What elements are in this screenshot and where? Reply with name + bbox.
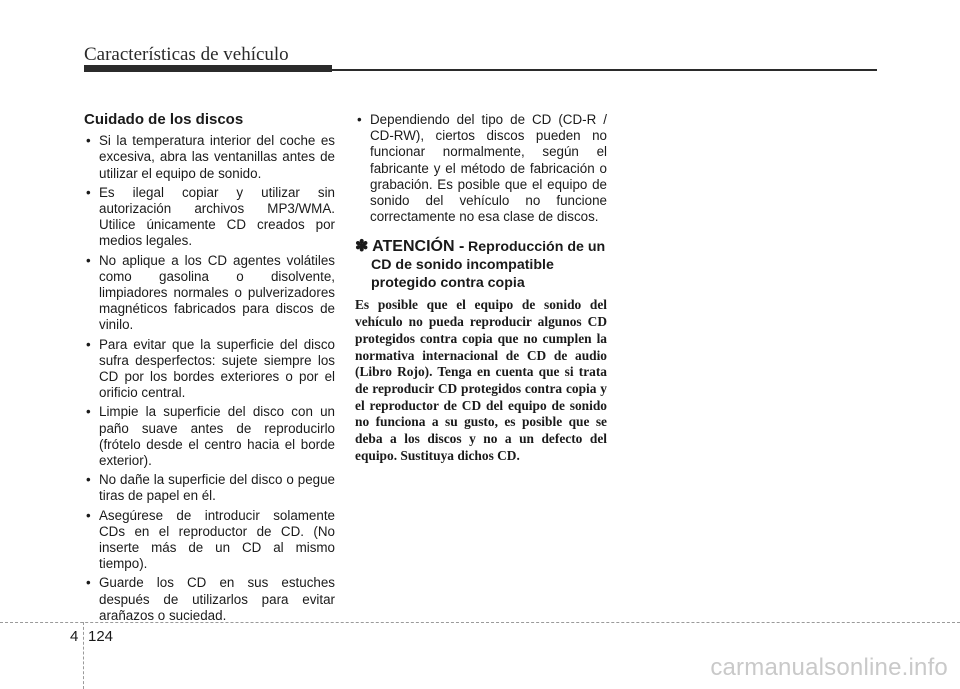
footer-vertical-divider [83, 622, 84, 689]
list-item: • Para evitar que la superficie del disco sufra desperfectos: sujete siempre los CD por los bordes exteriores o por el orificio central. [84, 337, 335, 402]
attention-symbol-icon: ✽ [355, 238, 369, 256]
attention-subtitle: Reproducción de un CD de sonido incompatible protegido contra copia [371, 239, 606, 292]
list-item: • Guarde los CD en sus estuches después de utilizarlos para evitar arañazos o suciedad. [84, 575, 335, 624]
list-item: • Limpie la superficie del disco con un paño suave antes de reproducirlo (frótelo desde el centro hacia el borde exterior). [84, 404, 335, 469]
attention-heading [355, 238, 607, 292]
attention-label: ATENCIÓN - [372, 238, 465, 256]
cd-type-list [355, 112, 607, 225]
footer-divider [0, 622, 960, 623]
left-column [84, 112, 335, 627]
right-column [355, 112, 607, 464]
list-item: • Es ilegal copiar y utilizar sin autorización archivos MP3/WMA. Utilice únicamente CD creados por medios legales. [84, 185, 335, 250]
header-rule [332, 69, 877, 71]
list-item: • No dañe la superficie del disco o pegue tiras de papel en él. [84, 472, 335, 504]
attention-body: Es posible que el equipo de sonido del vehículo no pueda reproducir algunos CD protegidos contra copia que no cumplen la normativa internacional de CD de audio (Libro Rojo). Tenga en cuenta que si trata de reproducir CD protegidos contra copia y el reproductor de CD del equipo de sonido no funciona a su gusto, es posible que se deba a los discos y no a un defecto del equipo. Sustituya dichos CD. [355, 297, 607, 463]
list-item: • Asegúrese de introducir solamente CDs en el reproductor de CD. (No inserte más de un CD al mismo tiempo). [84, 508, 335, 573]
header-bar [84, 65, 332, 72]
chapter-number: 4 [70, 628, 79, 645]
list-item: • Si la temperatura interior del coche es excesiva, abra las ventanillas antes de utilizar el equipo de sonido. [84, 133, 335, 182]
section-title: Cuidado de los discos [84, 111, 244, 128]
list-item: • No aplique a los CD agentes volátiles como gasolina o disolvente, limpiadores normales o pulverizadores magnéticos fabricados para discos de vinilo. [84, 253, 335, 334]
page-number: 124 [88, 628, 114, 645]
list-item: • Dependiendo del tipo de CD (CD-R / CD-RW), ciertos discos pueden no funcionar normalmente, según el fabricante y el método de fabricación o grabación. Es posible que el equipo de sonido del vehículo no funcione correctamente no esa clase de discos. [355, 112, 607, 225]
attention-notice [355, 238, 607, 464]
disc-care-list [84, 133, 335, 624]
watermark: carmanualsonline.info [710, 654, 948, 681]
page-header-title: Características de vehículo [84, 44, 289, 65]
